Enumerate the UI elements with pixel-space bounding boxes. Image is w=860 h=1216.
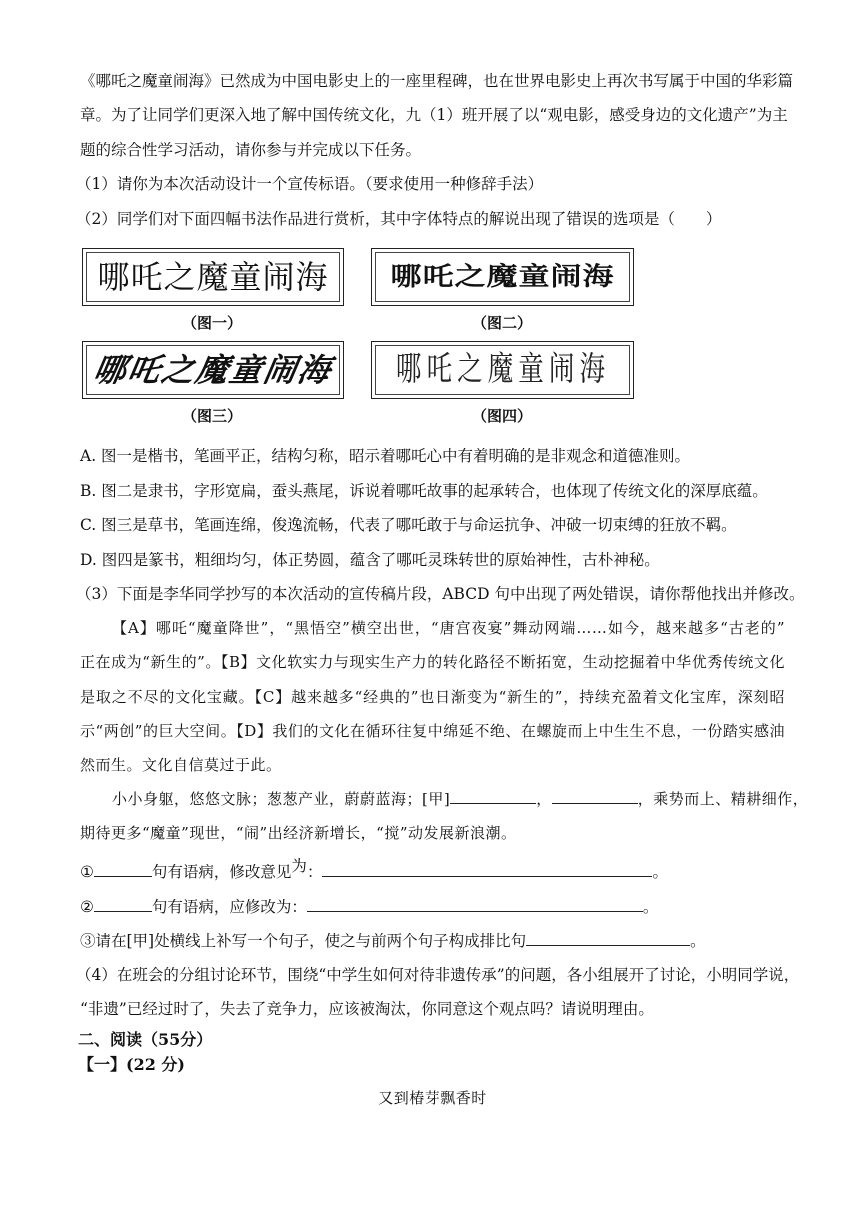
passage-line-3: 是取之不尽的文化宝藏。【C】越来越多“经典的”也日渐变为“新生的”，持续充盈着文化宝库，深刻昭 [80,688,785,706]
question-1: （1）请你为本次活动设计一个宣传标语。（要求使用一种修辞手法） [76,175,544,193]
fill-1-sentence-blank[interactable] [94,862,152,877]
figure-3-calligraphy: 哪吒之魔童闹海 [90,351,336,389]
section-2-subheading: 【一】(22 分) [78,1055,185,1074]
fill-2 [80,896,785,918]
fill-3-answer-blank[interactable] [526,931,690,946]
passage-2-line-2: 期待更多“魔童”现世，“闹”出经济新增长，“搅”动发展新浪潮。 [80,824,517,842]
passage-2-line-1 [112,788,809,810]
fill-3 [80,930,785,952]
fill-2-end: 。 [642,898,659,916]
blank-jia-1[interactable] [450,789,536,804]
figure-4-caption: （图四） [471,407,532,425]
intro-line-1: 《哪吒之魔童闹海》已然成为中国电影史上的一座里程碑，也在世界电影史上再次书写属于中国的华彩篇 [80,72,794,90]
figure-2-calligraphy: 哪吒之魔童闹海 [390,262,615,292]
figure-3-caoshu [82,341,344,399]
intro-line-2: 章。为了让同学们更深入地了解中国传统文化，九（1）班开展了以“观电影，感受身边的文化遗产”为主 [80,106,788,124]
fill-3-end: 。 [690,932,706,950]
passage-line-4: 示“两创”的巨大空间。【D】我们的文化在循环往复中绵延不绝、在螺旋而上中生生不息，一份踏实感油 [80,722,785,740]
intro-line-3: 题的综合性学习活动，请你参与并完成以下任务。 [80,141,422,159]
fill-1-end: 。 [652,863,668,881]
figure-1-calligraphy: 哪吒之魔童闹海 [97,258,329,296]
figure-1-caption: （图一） [181,314,242,332]
fill-1-answer-blank[interactable] [322,862,652,877]
question-4-line-1: （4）在班会的分组讨论环节，围绕“中学生如何对待非遗传承”的问题，各小组展开了讨论，小明同学说， [76,966,800,984]
figure-4-zhuanshu [371,341,634,399]
question-3: （3）下面是李华同学抄写的本次活动的宣传稿片段，ABCD 句中出现了两处错误，请你帮他找出并修改。 [76,585,805,603]
blank-jia-2[interactable] [552,789,638,804]
figure-3-caption: （图三） [181,407,242,425]
option-d: D. 图四是篆书，粗细均匀，体正势圆，蕴含了哪吒灵珠转世的原始神性，古朴神秘。 [80,551,660,569]
fill-1-label: 句有语病，修改意见 [151,863,292,881]
passage-line-5: 然而生。文化自信莫过于此。 [80,756,282,774]
fill-2-sentence-blank[interactable] [94,897,152,912]
passage-line-2: 正在成为“新生的”。【B】文化软实力与现实生产力的转化路径不断拓宽，生动挖掘着中华优秀传统文化 [80,653,785,671]
section-2-heading: 二、阅读（55分） [78,1030,213,1049]
passage-2-text-b: ，乘势而上、精耕细作， [637,790,809,808]
passage-line-1: 【A】哪吒“魔童降世”，“黑悟空”横空出世，“唐宫夜宴”舞动网端……如今，越来越多“古老的” [112,619,785,637]
question-4-line-2: “非遗”已经过时了，失去了竞争力，应该被淘汰，你同意这个观点吗？请说明理由。 [80,1000,654,1018]
article-title: 又到椿芽飘香时 [378,1089,487,1107]
figure-2-lishu [371,248,634,306]
fill-1 [80,857,785,883]
fill-1-wei: 为 [291,857,307,875]
passage-2-text-a: 小小身躯，悠悠文脉；葱葱产业，蔚蔚蓝海；[甲] [112,790,451,808]
fill-2-number: ② [80,898,94,916]
fill-1-colon: ： [306,863,323,881]
fill-2-answer-blank[interactable] [307,897,643,912]
fill-2-label: 句有语病，应修改为： [151,898,307,916]
figure-2-caption: （图二） [471,314,532,332]
figure-1-kaishu [82,248,344,306]
option-c: C. 图三是草书，笔画连绵，俊逸流畅，代表了哪吒敢于与命运抗争、冲破一切束缚的狂放不羁。 [80,516,737,534]
option-a: A. 图一是楷书，笔画平正，结构匀称，昭示着哪吒心中有着明确的是非观念和道德准则。 [80,447,691,465]
fill-1-number: ① [80,863,94,881]
question-2: （2）同学们对下面四幅书法作品进行赏析，其中字体特点的解说出现了错误的选项是（ ） [76,210,722,228]
fill-3-label: ③请在[甲]处横线上补写一个句子，使之与前两个句子构成排比句 [80,932,527,950]
option-b: B. 图二是隶书，字形宽扁，蚕头燕尾，诉说着哪吒故事的起承转合，也体现了传统文化的深厚底蕴。 [80,482,768,500]
figure-4-calligraphy: 哪吒之魔童闹海 [395,349,610,390]
passage-2-sep: ， [536,790,552,808]
